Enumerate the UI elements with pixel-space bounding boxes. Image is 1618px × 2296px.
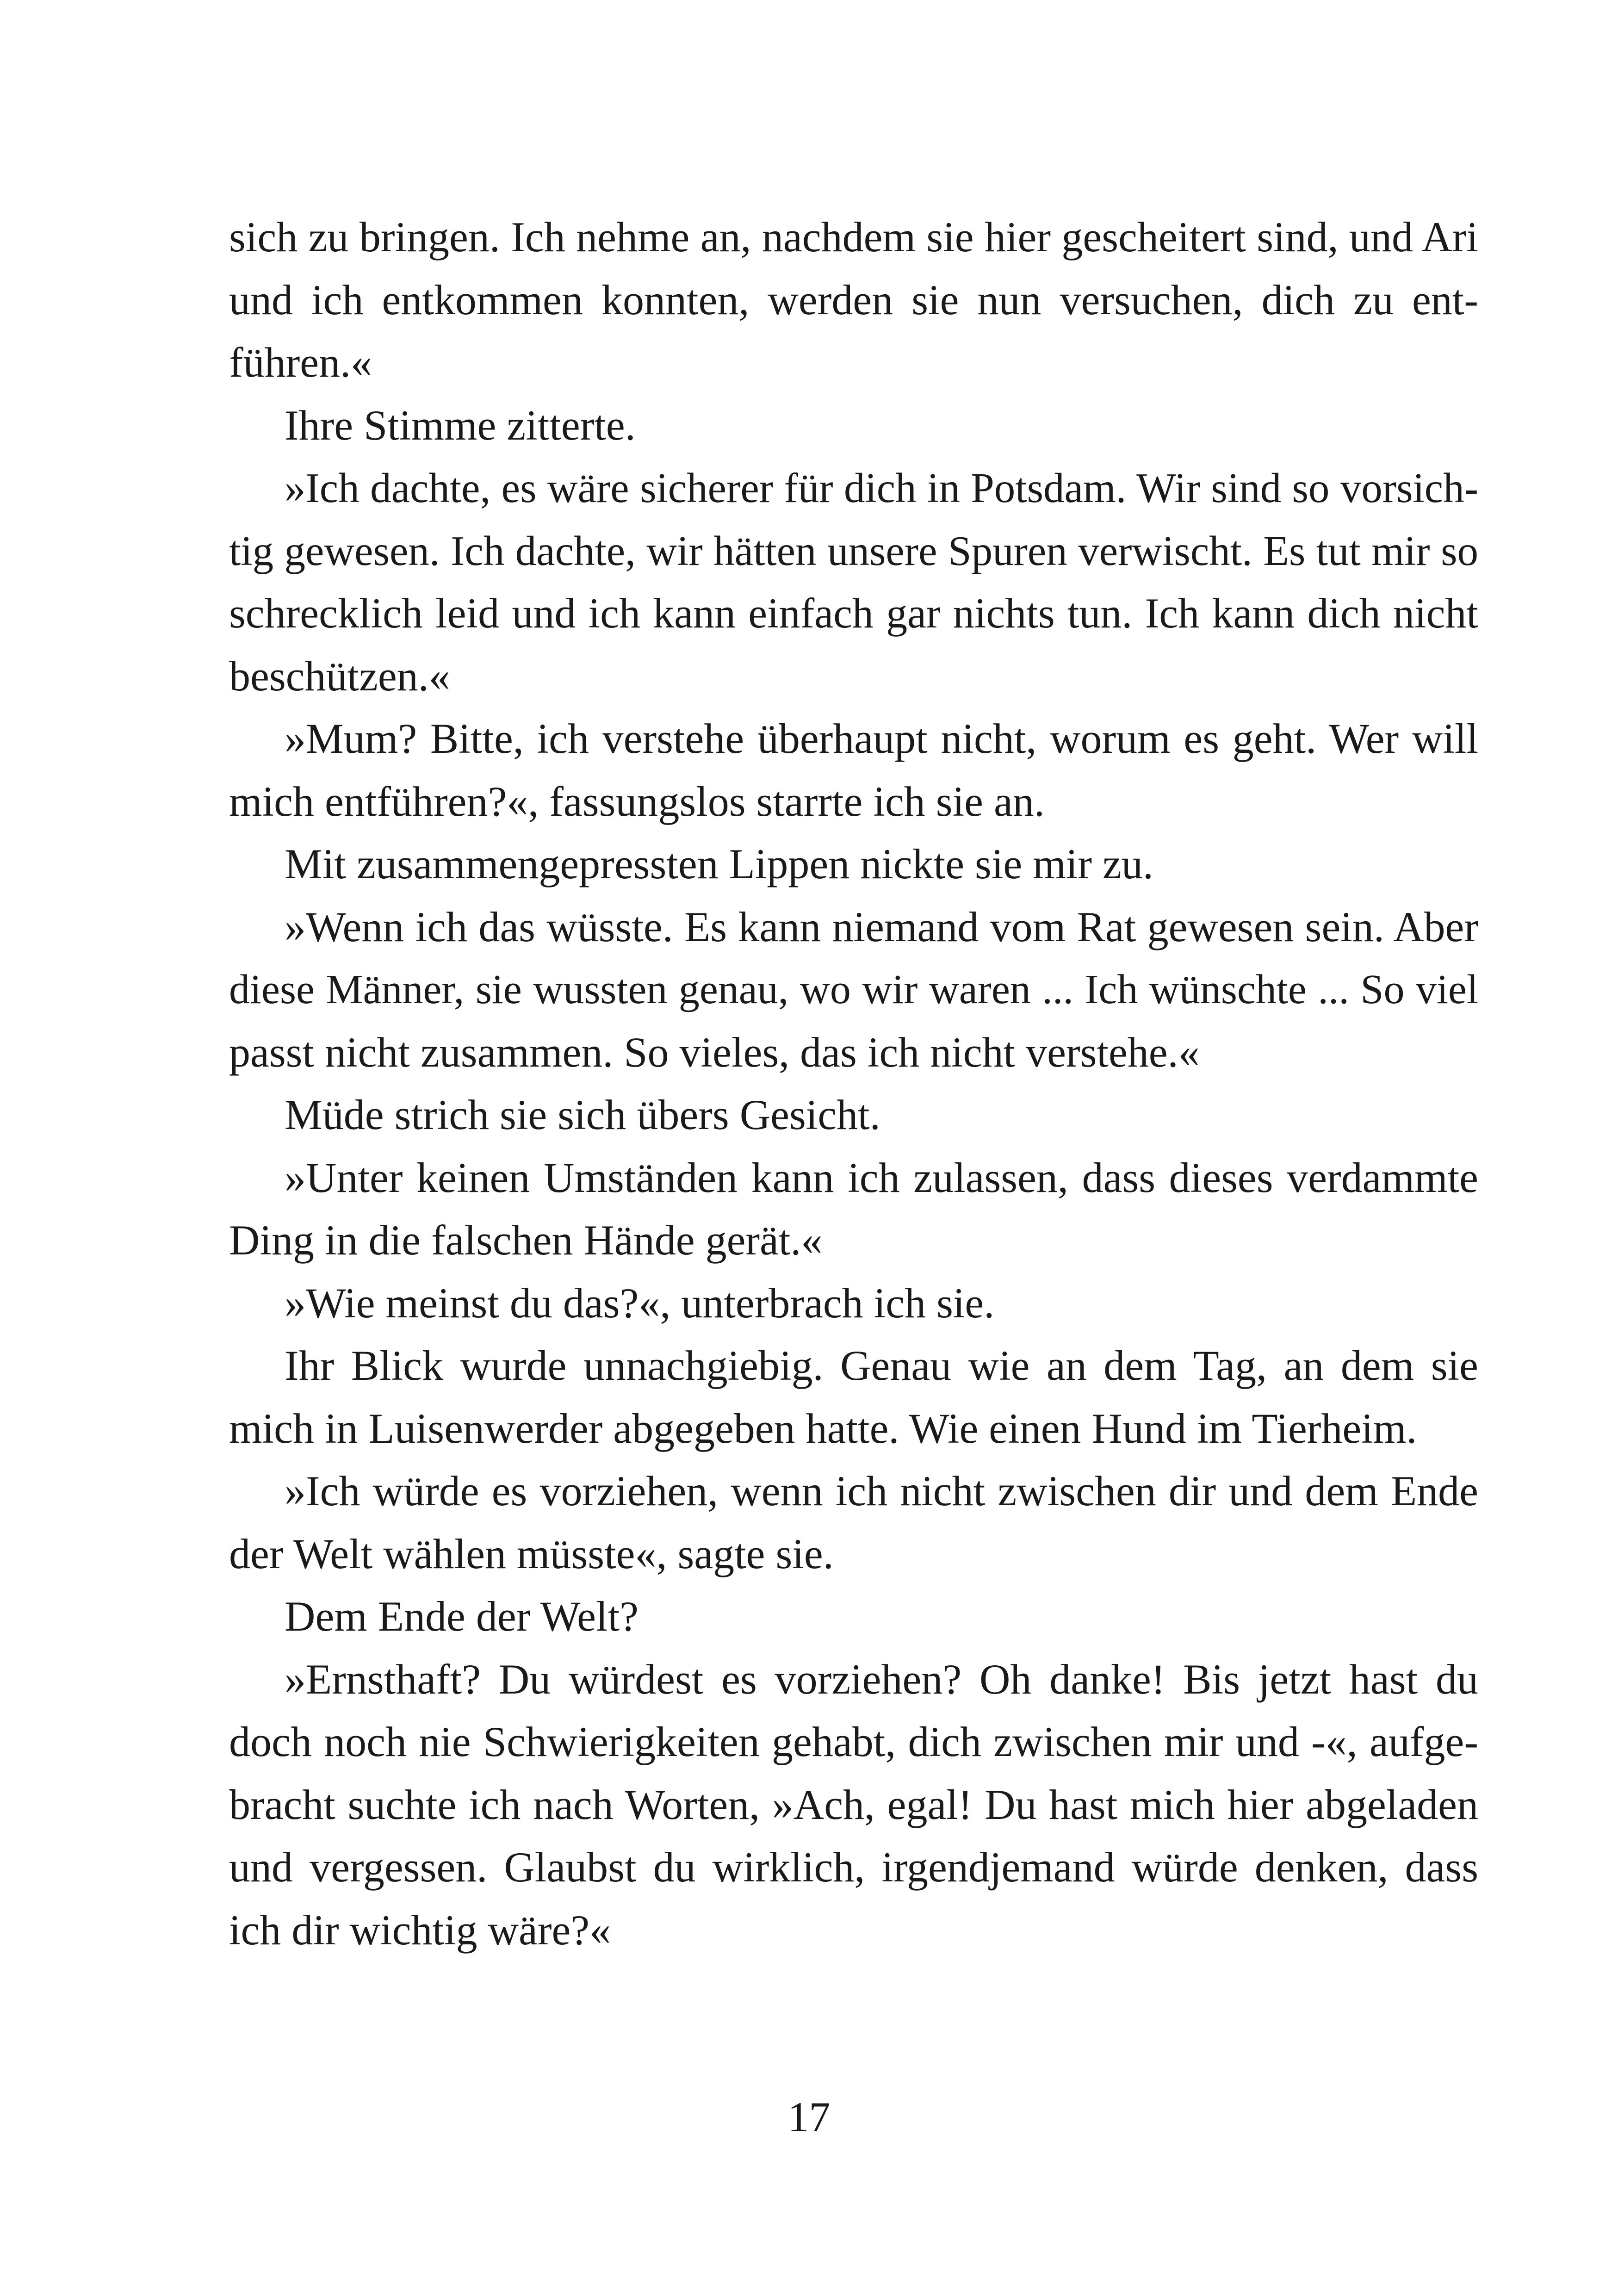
text-line: mich in Luisenwerder abgegeben hatte. Wie einen Hund im Tierheim. [229,1404,1417,1452]
text-line: und ich entkommen konnten, werden sie nun versuchen, dich zu ent- [229,276,1478,323]
text-line: passt nicht zusammen. So vieles, das ich nicht verstehe.« [229,1028,1200,1076]
text-line: ich dir wichtig wäre?« [229,1906,611,1954]
text-line: Ding in die falschen Hände gerät.« [229,1216,823,1264]
text-line: Dem Ende der Welt? [285,1593,639,1640]
text-line: und vergessen. Glaubst du wirklich, irgendjemand würde denken, dass [229,1843,1478,1891]
text-line: doch noch nie Schwierigkeiten gehabt, dich zwischen mir und -«, aufge- [229,1718,1478,1765]
text-line: Ihre Stimme zitterte. [285,401,636,449]
text-line: Ihr Blick wurde unnachgiebig. Genau wie an dem Tag, an dem sie [285,1342,1478,1389]
text-line: führen.« [229,339,372,386]
page-number: 17 [787,2093,831,2141]
text-line: schrecklich leid und ich kann einfach gar nichts tun. Ich kann dich nicht [229,590,1478,637]
text-line: »Wie meinst du das?«, unterbrach ich sie. [285,1279,995,1327]
text-line: tig gewesen. Ich dachte, wir hätten unsere Spuren verwischt. Es tut mir so [229,527,1478,574]
text-line: beschützen.« [229,652,450,700]
text-line: der Welt wählen müsste«, sagte sie. [229,1530,834,1577]
text-line: »Wenn ich das wüsste. Es kann niemand vom Rat gewesen sein. Aber [285,903,1478,950]
text-line: »Unter keinen Umständen kann ich zulassen, dass dieses verdammte [285,1154,1478,1201]
text-line: diese Männer, sie wussten genau, wo wir waren ... Ich wünschte ... So viel [229,967,1478,1012]
text-line: »Mum? Bitte, ich verstehe überhaupt nicht, worum es geht. Wer will [285,715,1478,762]
text-line: Müde strich sie sich übers Gesicht. [285,1091,880,1138]
text-line: Mit zusammengepressten Lippen nickte sie mir zu. [285,840,1153,887]
body-text [229,206,1478,1961]
text-line: sich zu bringen. Ich nehme an, nachdem sie hier gescheitert sind, und Ari [229,213,1478,261]
text-line: »Ich würde es vorziehen, wenn ich nicht zwischen dir und dem Ende [285,1467,1478,1514]
text-line: »Ich dachte, es wäre sicherer für dich in Potsdam. Wir sind so vorsich- [285,465,1478,511]
text-line: mich entführen?«, fassungslos starrte ich sie an. [229,777,1045,825]
text-line: bracht suchte ich nach Worten, »Ach, egal! Du hast mich hier abgeladen [229,1781,1478,1828]
text-line: »Ernsthaft? Du würdest es vorziehen? Oh danke! Bis jetzt hast du [285,1655,1478,1703]
